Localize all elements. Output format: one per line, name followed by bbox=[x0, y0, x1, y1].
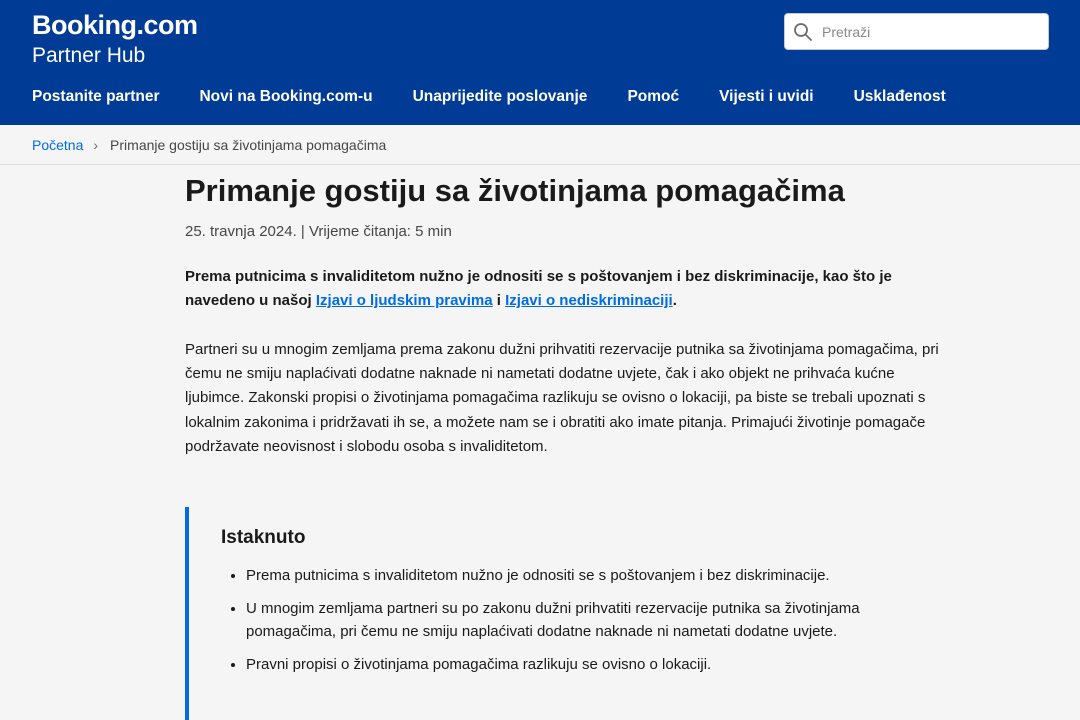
article-lead bbox=[185, 265, 945, 313]
nav-item-vijesti[interactable]: Vijesti i uvidi bbox=[719, 88, 814, 105]
article bbox=[185, 166, 945, 459]
site-header bbox=[0, 0, 1080, 125]
brand-logo[interactable] bbox=[32, 10, 198, 69]
highlight-box bbox=[185, 507, 945, 720]
search-icon bbox=[793, 22, 813, 42]
breadcrumb-home-link[interactable]: Početna bbox=[32, 136, 84, 153]
nav-item-uskladenost[interactable]: Usklađenost bbox=[853, 88, 946, 105]
highlight-title: Istaknuto bbox=[221, 527, 306, 548]
search-box[interactable] bbox=[784, 13, 1049, 50]
highlight-item: • U mnogim zemljama partneri su po zakonu dužni prihvatiti rezervacije putnika sa životinjama pomagačima, pri čemu ne smiju naplaćivati dodatne naknade ni nametati dodatne uvjete. bbox=[246, 597, 945, 644]
lead-text-suffix: . bbox=[672, 292, 677, 309]
highlight-item: • Pravni propisi o životinjama pomagačima razlikuju se ovisno o lokaciji. bbox=[246, 653, 945, 677]
non-discrimination-statement-link[interactable]: Izjavi o nediskriminaciji bbox=[505, 292, 673, 309]
article-body: Partneri su u mnogim zemljama prema zakonu dužni prihvatiti rezervacije putnika sa životinjama pomagačima, pri čemu ne smiju naplaćivati dodatne naknade ni nametati dodatne uvjete, čak i ako objekt ne prihvaća kućne ljubimce. Zakonski propisi o životinjama pomagačima razlikuju se ovisno o lokaciji, pa biste se trebali upoznati s lokalnim zakonima i pridržavati ih se, a možete nam se i obratiti ako imate pitanja. Primajući životinje pomagače podržavate neovisnost i slobodu osoba s invaliditetom. bbox=[185, 341, 939, 455]
logo-subtitle: Partner Hub bbox=[32, 44, 146, 67]
chevron-right-icon: › bbox=[93, 136, 99, 153]
nav-item-pomoc[interactable]: Pomoć bbox=[627, 88, 680, 105]
highlight-list bbox=[221, 564, 945, 676]
nav-item-unaprijedite[interactable]: Unaprijedite poslovanje bbox=[412, 88, 588, 105]
breadcrumb bbox=[0, 125, 1080, 165]
logo-text: Booking.com bbox=[32, 10, 198, 40]
lead-text-middle: i bbox=[492, 292, 506, 309]
nav-item-postanite-partner[interactable]: Postanite partner bbox=[32, 88, 160, 105]
human-rights-statement-link[interactable]: Izjavi o ljudskim pravima bbox=[315, 292, 493, 309]
article-meta: 25. travnja 2024. | Vrijeme čitanja: 5 min bbox=[185, 223, 452, 240]
breadcrumb-current: Primanje gostiju sa životinjama pomagačima bbox=[110, 136, 387, 153]
page-title: Primanje gostiju sa životinjama pomagačima bbox=[185, 173, 845, 208]
lead-text-prefix: Prema putnicima s invaliditetom nužno je odnositi se s poštovanjem i bez diskriminacije, kao što je navedeno u našoj bbox=[185, 268, 892, 309]
nav-item-novi[interactable]: Novi na Booking.com-u bbox=[199, 88, 373, 105]
highlight-item: • Prema putnicima s invaliditetom nužno je odnositi se s poštovanjem i bez diskriminacije. bbox=[246, 564, 945, 588]
search-input[interactable] bbox=[822, 24, 1042, 40]
main-nav bbox=[32, 88, 986, 106]
